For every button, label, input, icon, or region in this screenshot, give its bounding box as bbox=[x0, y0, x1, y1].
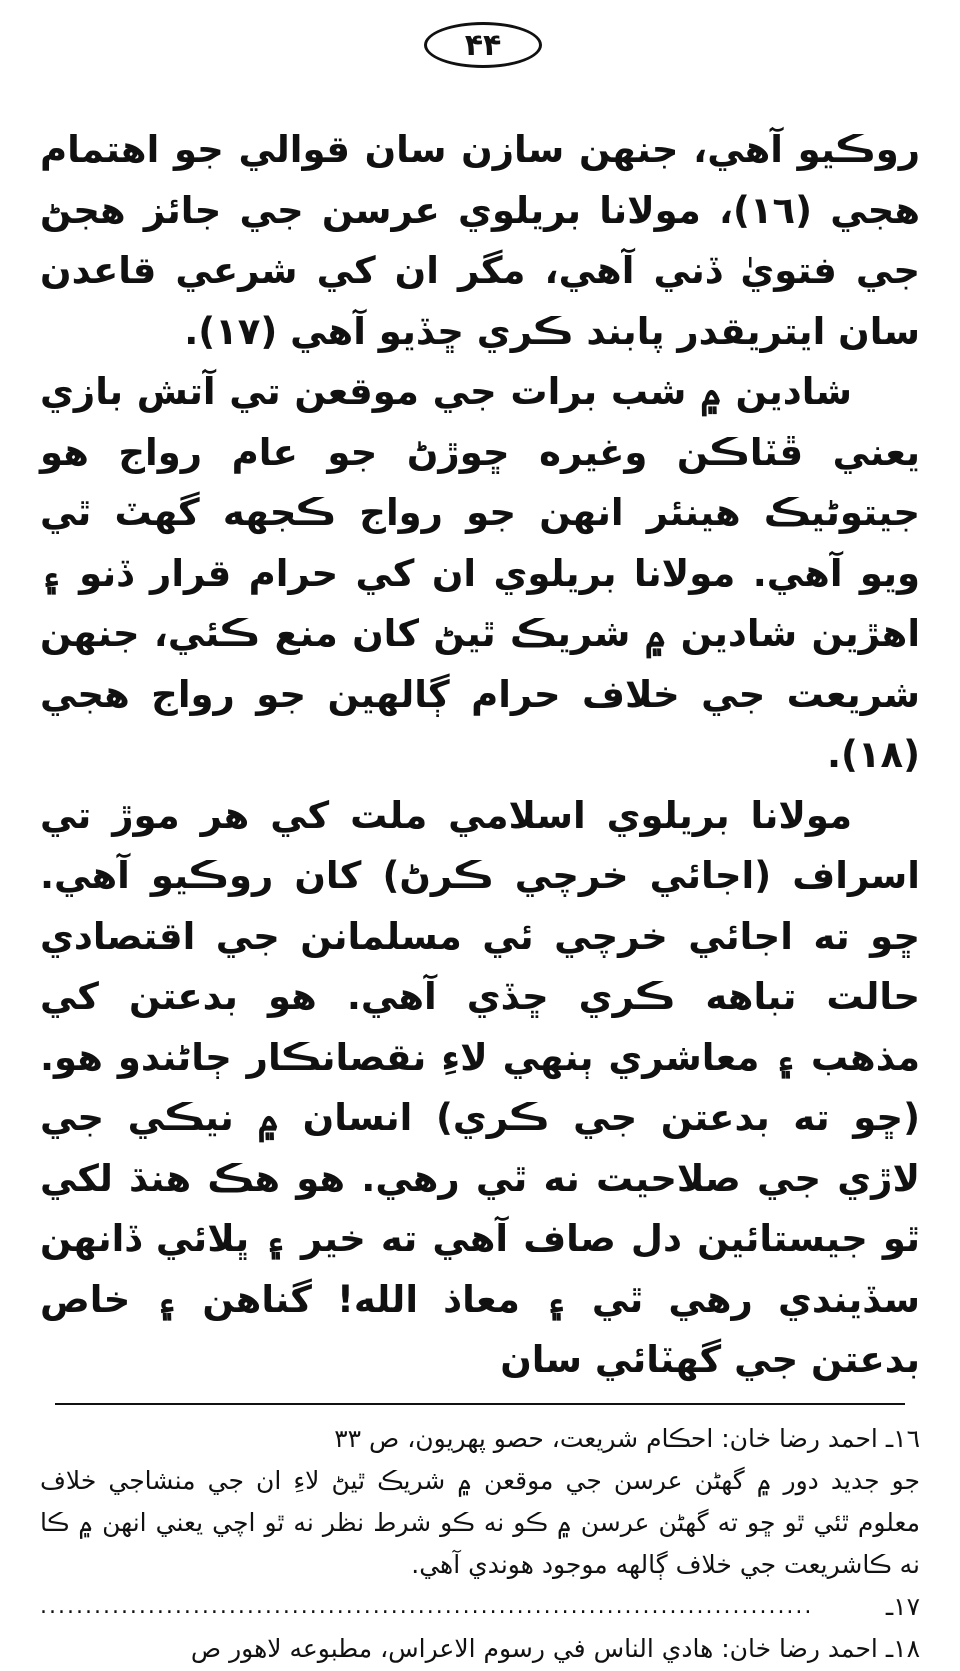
footnote-17-marker: ١٧ـ bbox=[885, 1592, 920, 1621]
footnote-16 bbox=[40, 1418, 920, 1460]
footnote-16-text: احمد رضا خان: احڪام شريعت، حصو پهريون، ص ٣٣ bbox=[334, 1424, 878, 1453]
paragraph-3: مولانا بريلوي اسلامي ملت کي هر موڙ تي اسراف (اجائي خرچي ڪرڻ) کان روڪيو آهي. ڇو ته اجائي خرچي ئي مسلمانن جي اقتصادي حالت تباهه ڪري ڇڏي آهي. هو بدعتن کي مذهب ۽ معاشري ٻنهي لاءِ نقصانڪار ڄاڻندو هو. (ڇو ته بدعتن جي ڪري) انسان ۾ نيڪي جي لاڙي جي صلاحيت نه ٿي رهي. هو هڪ هنڌ لکي ٿو جيستائين دل صاف آهي ته خير ۽ ڀلائي ڏانهن سڏيندي رهي ٿي ۽ معاذ الله! گناهن ۽ خاص بدعتن جي گهٽائي سان bbox=[40, 793, 920, 1381]
footnotes bbox=[40, 1418, 920, 1670]
footnote-17 bbox=[40, 1586, 920, 1628]
footnote-18-text: احمد رضا خان: هادي الناس في رسوم الاعراس، مطبوعه لاهور ص bbox=[190, 1634, 878, 1663]
main-text bbox=[40, 120, 920, 1391]
footnote-divider bbox=[55, 1403, 905, 1405]
footnote-16-note-text: جو جديد دور ۾ گهڻن عرسن جي موقعن ۾ شريڪ ٿيڻ لاءِ ان جي منشاجي خلاف معلوم ٿئي ٿو ڇو ته گهڻن عرسن ۾ ڪو نه ڪو شرط نظر نه ٿو اچي يعني انهن ۾ ڪا نه ڪاشريعت جي خلاف ڳالهه موجود هوندي آهي. bbox=[40, 1466, 920, 1579]
page-number-label: ۴۴ bbox=[464, 27, 502, 63]
footnote-18-marker: ١٨ـ bbox=[885, 1634, 920, 1663]
paragraph-2: شادين ۾ شب برات جي موقعن تي آتش بازي يعني ڦٽاڪن وغيره ڇوڙڻ جو عام رواج هو جيتوڻيڪ هينئر انهن جو رواج ڪجهه گهٽ ٿي ويو آهي. مولانا بريلوي ان کي حرام قرار ڏنو ۽ اهڙين شادين ۾ شريڪ ٿيڻ کان منع ڪئي، جنهن شريعت جي خلاف حرام ڳالهين جو رواج هجي (١٨). bbox=[40, 370, 920, 776]
footnote-16-note bbox=[40, 1460, 920, 1586]
page-number bbox=[424, 22, 542, 68]
footnote-17-dots: ...................................................................................... bbox=[40, 1594, 814, 1619]
footnote-16-marker: ١٦ـ bbox=[885, 1424, 920, 1453]
paragraph-1: روڪيو آهي، جنهن سازن سان قوالي جو اهتمام هجي (١٦)، مولانا بريلوي عرسن جي جائز هجڻ جي فتويٰ ڏني آهي، مگر ان کي شرعي قاعدن سان ايتريقدر پابند ڪري ڇڏيو آهي (١٧). bbox=[40, 128, 920, 353]
footnote-18 bbox=[40, 1628, 920, 1670]
